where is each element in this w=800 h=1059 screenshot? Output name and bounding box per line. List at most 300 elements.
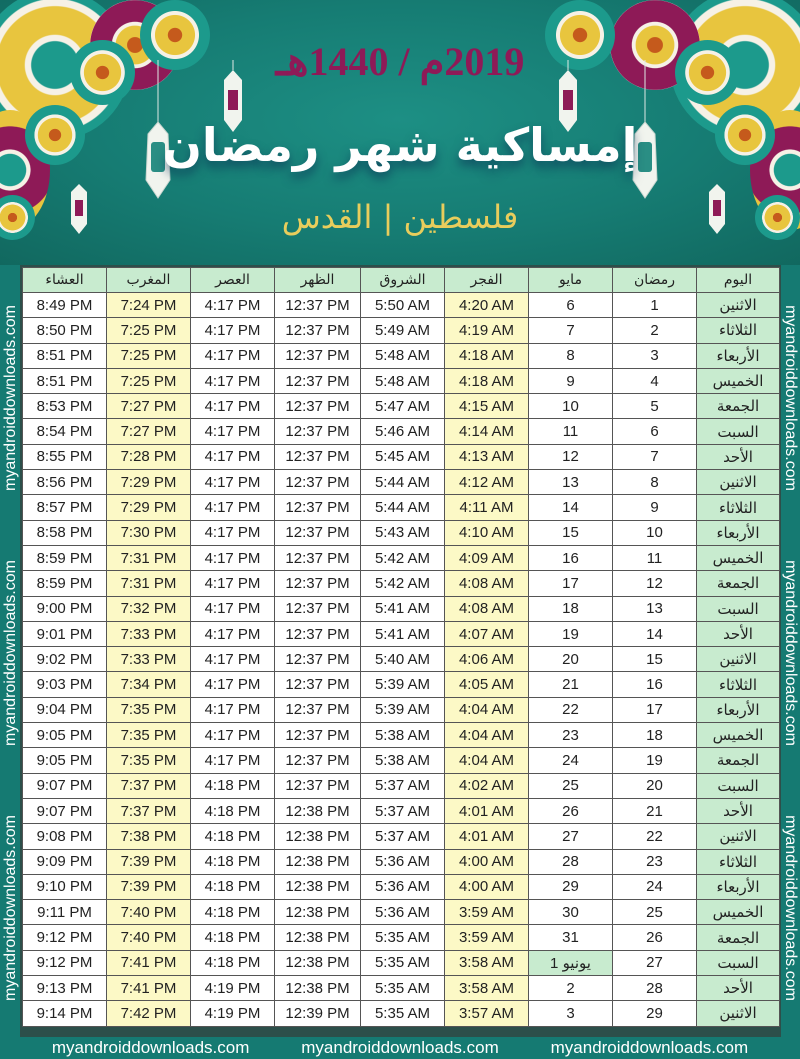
gregorian-date-cell: 21 [529, 672, 613, 697]
maghrib-cell: 7:39 PM [107, 874, 191, 899]
maghrib-cell: 7:28 PM [107, 444, 191, 469]
table-row [23, 849, 780, 874]
dhuhr-cell: 12:37 PM [275, 621, 361, 646]
gregorian-date-cell: 23 [529, 723, 613, 748]
fajr-cell: 4:18 AM [445, 343, 529, 368]
table-row [23, 293, 780, 318]
dhuhr-cell: 12:38 PM [275, 849, 361, 874]
gregorian-date-cell: 31 [529, 925, 613, 950]
gregorian-date-cell: 24 [529, 748, 613, 773]
asr-cell: 4:18 PM [191, 950, 275, 975]
shuruq-cell: 5:42 AM [361, 571, 445, 596]
asr-cell: 4:17 PM [191, 545, 275, 570]
dhuhr-cell: 12:38 PM [275, 950, 361, 975]
ramadan-day-cell: 21 [613, 798, 697, 823]
gregorian-date-cell: 8 [529, 343, 613, 368]
asr-cell: 4:18 PM [191, 900, 275, 925]
asr-cell: 4:18 PM [191, 849, 275, 874]
ramadan-day-cell: 23 [613, 849, 697, 874]
maghrib-cell: 7:29 PM [107, 470, 191, 495]
fajr-cell: 4:01 AM [445, 824, 529, 849]
header-banner [0, 0, 800, 265]
watermark-text: myandroiddownloads.com [2, 814, 19, 1001]
isha-cell: 9:10 PM [23, 874, 107, 899]
ramadan-day-cell: 4 [613, 368, 697, 393]
dhuhr-cell: 12:37 PM [275, 368, 361, 393]
ramadan-day-cell: 27 [613, 950, 697, 975]
ramadan-day-cell: 24 [613, 874, 697, 899]
page-title: إمساكية شهر رمضان [162, 118, 638, 172]
maghrib-cell: 7:38 PM [107, 824, 191, 849]
maghrib-cell: 7:33 PM [107, 621, 191, 646]
dhuhr-cell: 12:37 PM [275, 318, 361, 343]
shuruq-cell: 5:36 AM [361, 900, 445, 925]
gregorian-date-cell: 7 [529, 318, 613, 343]
gregorian-date-cell: 25 [529, 773, 613, 798]
isha-cell: 9:05 PM [23, 723, 107, 748]
table-row [23, 394, 780, 419]
asr-cell: 4:18 PM [191, 798, 275, 823]
isha-cell: 9:12 PM [23, 925, 107, 950]
weekday-cell: الخميس [697, 900, 780, 925]
shuruq-cell: 5:38 AM [361, 748, 445, 773]
asr-cell: 4:17 PM [191, 520, 275, 545]
dhuhr-cell: 12:37 PM [275, 343, 361, 368]
fajr-cell: 4:19 AM [445, 318, 529, 343]
header-ramadan: رمضان [613, 268, 697, 293]
maghrib-cell: 7:27 PM [107, 419, 191, 444]
gregorian-date-cell: 14 [529, 495, 613, 520]
table-row [23, 773, 780, 798]
table-row [23, 798, 780, 823]
dhuhr-cell: 12:37 PM [275, 596, 361, 621]
isha-cell: 8:59 PM [23, 545, 107, 570]
shuruq-cell: 5:39 AM [361, 697, 445, 722]
dhuhr-cell: 12:37 PM [275, 697, 361, 722]
shuruq-cell: 5:47 AM [361, 394, 445, 419]
asr-cell: 4:18 PM [191, 874, 275, 899]
weekday-cell: الثلاثاء [697, 495, 780, 520]
ramadan-day-cell: 16 [613, 672, 697, 697]
shuruq-cell: 5:35 AM [361, 976, 445, 1001]
shuruq-cell: 5:36 AM [361, 849, 445, 874]
gregorian-date-cell: 18 [529, 596, 613, 621]
weekday-cell: الخميس [697, 723, 780, 748]
shuruq-cell: 5:50 AM [361, 293, 445, 318]
shuruq-cell: 5:38 AM [361, 723, 445, 748]
weekday-cell: الثلاثاء [697, 672, 780, 697]
ramadan-day-cell: 12 [613, 571, 697, 596]
ramadan-day-cell: 11 [613, 545, 697, 570]
fajr-cell: 3:58 AM [445, 976, 529, 1001]
fajr-cell: 4:12 AM [445, 470, 529, 495]
dhuhr-cell: 12:37 PM [275, 748, 361, 773]
table-row [23, 318, 780, 343]
ramadan-day-cell: 9 [613, 495, 697, 520]
fajr-cell: 4:08 AM [445, 596, 529, 621]
gregorian-date-cell: 30 [529, 900, 613, 925]
fajr-cell: 4:06 AM [445, 647, 529, 672]
watermark-text: myandroiddownloads.com [51, 1038, 250, 1057]
dhuhr-cell: 12:37 PM [275, 723, 361, 748]
shuruq-cell: 5:41 AM [361, 621, 445, 646]
shuruq-cell: 5:42 AM [361, 545, 445, 570]
fajr-cell: 4:14 AM [445, 419, 529, 444]
weekday-cell: الاثنين [697, 293, 780, 318]
isha-cell: 9:12 PM [23, 950, 107, 975]
fajr-cell: 3:59 AM [445, 900, 529, 925]
asr-cell: 4:17 PM [191, 621, 275, 646]
fajr-cell: 3:57 AM [445, 1001, 529, 1026]
weekday-cell: الجمعة [697, 571, 780, 596]
dhuhr-cell: 12:37 PM [275, 419, 361, 444]
ramadan-day-cell: 8 [613, 470, 697, 495]
weekday-cell: السبت [697, 773, 780, 798]
asr-cell: 4:17 PM [191, 444, 275, 469]
asr-cell: 4:17 PM [191, 495, 275, 520]
table-row [23, 900, 780, 925]
asr-cell: 4:19 PM [191, 1001, 275, 1026]
isha-cell: 9:00 PM [23, 596, 107, 621]
ramadan-day-cell: 14 [613, 621, 697, 646]
ramadan-day-cell: 17 [613, 697, 697, 722]
isha-cell: 8:50 PM [23, 318, 107, 343]
maghrib-cell: 7:42 PM [107, 1001, 191, 1026]
asr-cell: 4:17 PM [191, 697, 275, 722]
gregorian-date-cell: 20 [529, 647, 613, 672]
fajr-cell: 4:09 AM [445, 545, 529, 570]
shuruq-cell: 5:48 AM [361, 343, 445, 368]
isha-cell: 8:58 PM [23, 520, 107, 545]
header-day: اليوم [697, 268, 780, 293]
maghrib-cell: 7:35 PM [107, 748, 191, 773]
fajr-cell: 3:59 AM [445, 925, 529, 950]
isha-cell: 8:57 PM [23, 495, 107, 520]
weekday-cell: الثلاثاء [697, 318, 780, 343]
header-fajr: الفجر [445, 268, 529, 293]
weekday-cell: الجمعة [697, 748, 780, 773]
asr-cell: 4:17 PM [191, 571, 275, 596]
maghrib-cell: 7:41 PM [107, 950, 191, 975]
shuruq-cell: 5:35 AM [361, 950, 445, 975]
maghrib-cell: 7:25 PM [107, 318, 191, 343]
weekday-cell: الأحد [697, 976, 780, 1001]
imsakia-table [22, 267, 780, 1027]
ramadan-day-cell: 22 [613, 824, 697, 849]
shuruq-cell: 5:43 AM [361, 520, 445, 545]
table-row [23, 824, 780, 849]
dhuhr-cell: 12:38 PM [275, 976, 361, 1001]
table-row [23, 976, 780, 1001]
watermark-text: myandroiddownloads.com [781, 304, 799, 491]
weekday-cell: الاثنين [697, 1001, 780, 1026]
shuruq-cell: 5:35 AM [361, 1001, 445, 1026]
maghrib-cell: 7:24 PM [107, 293, 191, 318]
fajr-cell: 4:04 AM [445, 748, 529, 773]
ramadan-day-cell: 15 [613, 647, 697, 672]
shuruq-cell: 5:36 AM [361, 874, 445, 899]
isha-cell: 8:49 PM [23, 293, 107, 318]
maghrib-cell: 7:35 PM [107, 723, 191, 748]
isha-cell: 9:13 PM [23, 976, 107, 1001]
isha-cell: 8:51 PM [23, 368, 107, 393]
weekday-cell: الأربعاء [697, 697, 780, 722]
watermark-bottom [0, 1037, 800, 1059]
asr-cell: 4:18 PM [191, 824, 275, 849]
fajr-cell: 4:04 AM [445, 723, 529, 748]
weekday-cell: الجمعة [697, 925, 780, 950]
asr-cell: 4:19 PM [191, 976, 275, 1001]
maghrib-cell: 7:37 PM [107, 773, 191, 798]
gregorian-date-cell: 15 [529, 520, 613, 545]
gregorian-date-cell: 28 [529, 849, 613, 874]
header-may: مايو [529, 268, 613, 293]
table-row [23, 672, 780, 697]
maghrib-cell: 7:27 PM [107, 394, 191, 419]
asr-cell: 4:17 PM [191, 748, 275, 773]
fajr-cell: 3:58 AM [445, 950, 529, 975]
watermark-left [0, 270, 22, 1035]
fajr-cell: 4:02 AM [445, 773, 529, 798]
isha-cell: 9:07 PM [23, 773, 107, 798]
weekday-cell: الخميس [697, 368, 780, 393]
isha-cell: 8:51 PM [23, 343, 107, 368]
table-row [23, 950, 780, 975]
asr-cell: 4:17 PM [191, 419, 275, 444]
maghrib-cell: 7:40 PM [107, 925, 191, 950]
ramadan-day-cell: 1 [613, 293, 697, 318]
ramadan-day-cell: 7 [613, 444, 697, 469]
ramadan-day-cell: 18 [613, 723, 697, 748]
location-subtitle: فلسطين | القدس [281, 198, 519, 236]
asr-cell: 4:17 PM [191, 470, 275, 495]
ramadan-day-cell: 19 [613, 748, 697, 773]
weekday-cell: الأحد [697, 798, 780, 823]
asr-cell: 4:18 PM [191, 925, 275, 950]
gregorian-date-cell: 13 [529, 470, 613, 495]
dhuhr-cell: 12:37 PM [275, 293, 361, 318]
gregorian-date-cell: 29 [529, 874, 613, 899]
shuruq-cell: 5:37 AM [361, 798, 445, 823]
table-row [23, 697, 780, 722]
shuruq-cell: 5:45 AM [361, 444, 445, 469]
table-row [23, 419, 780, 444]
table-row [23, 874, 780, 899]
weekday-cell: الأربعاء [697, 520, 780, 545]
fajr-cell: 4:07 AM [445, 621, 529, 646]
ramadan-day-cell: 28 [613, 976, 697, 1001]
dhuhr-cell: 12:37 PM [275, 394, 361, 419]
ramadan-day-cell: 25 [613, 900, 697, 925]
gregorian-date-cell: 26 [529, 798, 613, 823]
isha-cell: 9:09 PM [23, 849, 107, 874]
weekday-cell: السبت [697, 950, 780, 975]
gregorian-date-cell: 2 [529, 976, 613, 1001]
gregorian-date-cell: 16 [529, 545, 613, 570]
maghrib-cell: 7:39 PM [107, 849, 191, 874]
gregorian-date-cell: 12 [529, 444, 613, 469]
header-isha: العشاء [23, 268, 107, 293]
maghrib-cell: 7:32 PM [107, 596, 191, 621]
table-row [23, 596, 780, 621]
dhuhr-cell: 12:39 PM [275, 1001, 361, 1026]
table-row [23, 748, 780, 773]
fajr-cell: 4:13 AM [445, 444, 529, 469]
shuruq-cell: 5:46 AM [361, 419, 445, 444]
isha-cell: 9:07 PM [23, 798, 107, 823]
dhuhr-cell: 12:37 PM [275, 444, 361, 469]
gregorian-date-cell: 3 [529, 1001, 613, 1026]
maghrib-cell: 7:29 PM [107, 495, 191, 520]
asr-cell: 4:17 PM [191, 723, 275, 748]
maghrib-cell: 7:34 PM [107, 672, 191, 697]
table-row [23, 444, 780, 469]
asr-cell: 4:17 PM [191, 368, 275, 393]
table-body [23, 293, 780, 1027]
watermark-text: myandroiddownloads.com [2, 559, 19, 746]
maghrib-cell: 7:35 PM [107, 697, 191, 722]
isha-cell: 9:04 PM [23, 697, 107, 722]
dhuhr-cell: 12:37 PM [275, 520, 361, 545]
weekday-cell: الجمعة [697, 394, 780, 419]
fajr-cell: 4:15 AM [445, 394, 529, 419]
shuruq-cell: 5:49 AM [361, 318, 445, 343]
asr-cell: 4:17 PM [191, 394, 275, 419]
gregorian-date-cell: 11 [529, 419, 613, 444]
weekday-cell: الاثنين [697, 824, 780, 849]
asr-cell: 4:17 PM [191, 293, 275, 318]
isha-cell: 9:01 PM [23, 621, 107, 646]
ramadan-day-cell: 13 [613, 596, 697, 621]
maghrib-cell: 7:31 PM [107, 571, 191, 596]
shuruq-cell: 5:37 AM [361, 824, 445, 849]
dhuhr-cell: 12:37 PM [275, 672, 361, 697]
fajr-cell: 4:11 AM [445, 495, 529, 520]
isha-cell: 9:11 PM [23, 900, 107, 925]
shuruq-cell: 5:40 AM [361, 647, 445, 672]
ramadan-day-cell: 3 [613, 343, 697, 368]
gregorian-date-cell: 22 [529, 697, 613, 722]
maghrib-cell: 7:33 PM [107, 647, 191, 672]
table-row [23, 520, 780, 545]
maghrib-cell: 7:37 PM [107, 798, 191, 823]
ramadan-day-cell: 10 [613, 520, 697, 545]
fajr-cell: 4:05 AM [445, 672, 529, 697]
gregorian-date-cell: 27 [529, 824, 613, 849]
shuruq-cell: 5:39 AM [361, 672, 445, 697]
dhuhr-cell: 12:38 PM [275, 824, 361, 849]
ramadan-day-cell: 26 [613, 925, 697, 950]
table-row [23, 495, 780, 520]
ramadan-day-cell: 29 [613, 1001, 697, 1026]
asr-cell: 4:17 PM [191, 343, 275, 368]
table-row [23, 1001, 780, 1026]
shuruq-cell: 5:35 AM [361, 925, 445, 950]
table-header-row [23, 268, 780, 293]
fajr-cell: 4:04 AM [445, 697, 529, 722]
dhuhr-cell: 12:38 PM [275, 798, 361, 823]
asr-cell: 4:17 PM [191, 672, 275, 697]
fajr-cell: 4:00 AM [445, 874, 529, 899]
fajr-cell: 4:18 AM [445, 368, 529, 393]
gregorian-date-cell: 1 يونيو [529, 950, 613, 975]
weekday-cell: السبت [697, 419, 780, 444]
asr-cell: 4:17 PM [191, 596, 275, 621]
maghrib-cell: 7:40 PM [107, 900, 191, 925]
dhuhr-cell: 12:37 PM [275, 495, 361, 520]
gregorian-date-cell: 9 [529, 368, 613, 393]
asr-cell: 4:18 PM [191, 773, 275, 798]
table-row [23, 647, 780, 672]
fajr-cell: 4:20 AM [445, 293, 529, 318]
shuruq-cell: 5:37 AM [361, 773, 445, 798]
dhuhr-cell: 12:37 PM [275, 545, 361, 570]
ramadan-day-cell: 20 [613, 773, 697, 798]
asr-cell: 4:17 PM [191, 647, 275, 672]
watermark-text: myandroiddownloads.com [301, 1038, 499, 1057]
asr-cell: 4:17 PM [191, 318, 275, 343]
isha-cell: 9:05 PM [23, 748, 107, 773]
weekday-cell: الاثنين [697, 647, 780, 672]
shuruq-cell: 5:48 AM [361, 368, 445, 393]
year-heading: 2019م / 1440هـ [275, 39, 525, 84]
dhuhr-cell: 12:37 PM [275, 571, 361, 596]
weekday-cell: السبت [697, 596, 780, 621]
fajr-cell: 4:01 AM [445, 798, 529, 823]
table-row [23, 368, 780, 393]
watermark-text: myandroiddownloads.com [2, 304, 19, 491]
header-dhuhr: الظهر [275, 268, 361, 293]
watermark-text: myandroiddownloads.com [781, 559, 799, 746]
isha-cell: 8:53 PM [23, 394, 107, 419]
weekday-cell: الأحد [697, 444, 780, 469]
maghrib-cell: 7:31 PM [107, 545, 191, 570]
gregorian-date-cell: 19 [529, 621, 613, 646]
watermark-right [779, 270, 800, 1035]
header-shuruq: الشروق [361, 268, 445, 293]
ramadan-day-cell: 2 [613, 318, 697, 343]
table-row [23, 545, 780, 570]
isha-cell: 9:14 PM [23, 1001, 107, 1026]
isha-cell: 8:56 PM [23, 470, 107, 495]
isha-cell: 8:59 PM [23, 571, 107, 596]
dhuhr-cell: 12:38 PM [275, 925, 361, 950]
weekday-cell: الأحد [697, 621, 780, 646]
shuruq-cell: 5:41 AM [361, 596, 445, 621]
dhuhr-cell: 12:37 PM [275, 470, 361, 495]
gregorian-date-cell: 6 [529, 293, 613, 318]
table-row [23, 571, 780, 596]
weekday-cell: الأربعاء [697, 343, 780, 368]
maghrib-cell: 7:25 PM [107, 343, 191, 368]
fajr-cell: 4:08 AM [445, 571, 529, 596]
isha-cell: 8:54 PM [23, 419, 107, 444]
shuruq-cell: 5:44 AM [361, 470, 445, 495]
dhuhr-cell: 12:37 PM [275, 647, 361, 672]
table-row [23, 343, 780, 368]
dhuhr-cell: 12:38 PM [275, 900, 361, 925]
maghrib-cell: 7:25 PM [107, 368, 191, 393]
fajr-cell: 4:10 AM [445, 520, 529, 545]
fajr-cell: 4:00 AM [445, 849, 529, 874]
weekday-cell: الأربعاء [697, 874, 780, 899]
isha-cell: 9:03 PM [23, 672, 107, 697]
isha-cell: 8:55 PM [23, 444, 107, 469]
gregorian-date-cell: 10 [529, 394, 613, 419]
watermark-text: myandroiddownloads.com [550, 1038, 749, 1057]
dhuhr-cell: 12:37 PM [275, 773, 361, 798]
maghrib-cell: 7:41 PM [107, 976, 191, 1001]
